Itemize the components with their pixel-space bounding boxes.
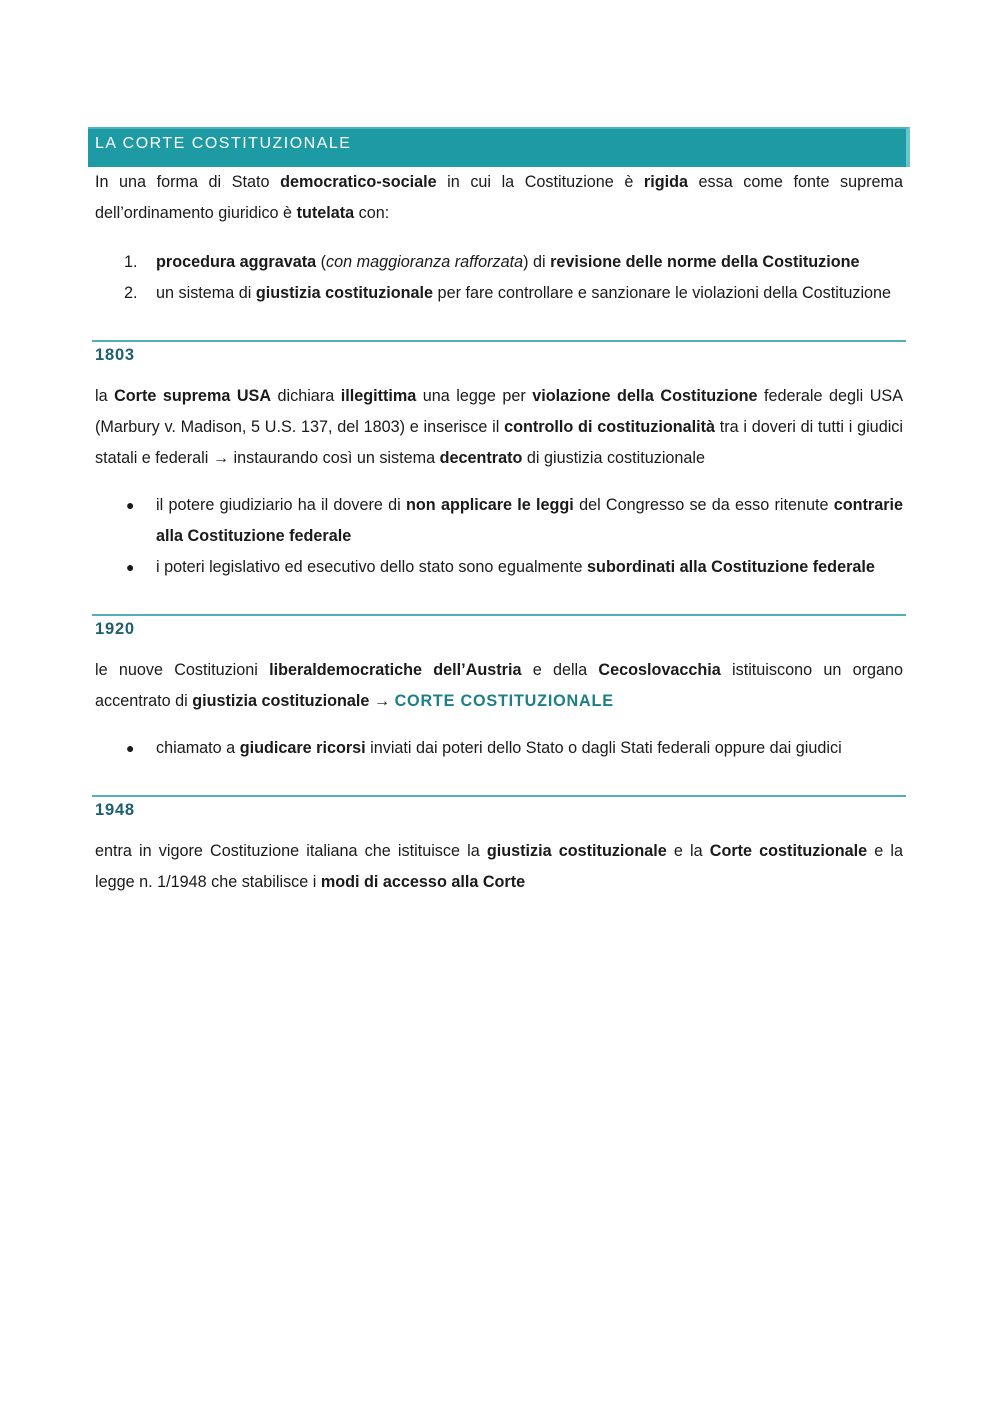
bold-text: Corte suprema USA	[114, 387, 272, 405]
text: una legge per	[416, 387, 533, 405]
text: del Congresso se da esso ritenute	[573, 496, 834, 514]
text: essa come fonte suprema dell’ordinamento giuridico è	[95, 173, 903, 222]
intro-paragraph	[88, 167, 910, 229]
text: e la	[666, 842, 710, 860]
text: →	[369, 692, 395, 710]
text: entra in vigore Costituzione italiana che istituisce la	[95, 842, 487, 860]
bullet-icon: ●	[126, 559, 135, 575]
section-paragraph	[88, 381, 910, 474]
bold-text: giustizia costituzionale	[192, 692, 370, 710]
text: per fare controllare e sanzionare le violazioni della Costituzione	[433, 284, 892, 302]
text: un sistema di	[156, 284, 256, 302]
bold-text: rigida	[643, 173, 688, 191]
text: le nuove Costituzioni	[95, 661, 270, 679]
bold-text: Corte costituzionale	[709, 842, 868, 860]
list-number: 2.	[124, 284, 138, 302]
bold-text: democratico-sociale	[280, 173, 437, 191]
bold-text: subordinati alla Costituzione federale	[587, 558, 875, 576]
list-item	[88, 247, 910, 278]
bold-text: revisione delle norme della Costituzione	[550, 253, 860, 271]
text: e la legge n. 1/1948 che stabilisce i	[95, 842, 903, 891]
page-title: LA CORTE COSTITUZIONALE	[88, 127, 910, 167]
text: in cui la Costituzione è	[436, 173, 644, 191]
text: ) di	[523, 253, 551, 271]
bullet-item	[88, 552, 910, 583]
section-year-heading: 1948	[95, 801, 135, 819]
section-paragraph	[88, 655, 910, 717]
text: chiamato a	[156, 739, 240, 757]
accent-text: CORTE COSTITUZIONALE	[394, 692, 614, 710]
italic-text: con maggioranza rafforzata	[326, 253, 524, 271]
text: (	[316, 253, 327, 271]
bullet-list	[88, 733, 910, 764]
text: In una forma di Stato	[95, 173, 281, 191]
bullet-icon: ●	[126, 740, 135, 756]
section-paragraph	[88, 836, 910, 898]
text: di giustizia costituzionale	[522, 449, 706, 467]
bold-text: giustizia costituzionale	[486, 842, 667, 860]
bold-text: modi di accesso alla Corte	[320, 873, 526, 891]
bullet-item	[88, 733, 910, 764]
text: il potere giudiziario ha il dovere di	[156, 496, 407, 514]
text: e della	[521, 661, 599, 679]
bold-text: procedura aggravata	[156, 253, 317, 271]
text: con:	[354, 204, 390, 222]
text: tra i doveri di tutti i giudici statali e federali → instaurando così un sistema	[95, 418, 903, 467]
bullet-icon: ●	[126, 497, 135, 513]
bold-text: controllo di costituzionalità	[504, 418, 716, 436]
section-year-heading: 1803	[95, 346, 135, 364]
bold-text: tutelata	[296, 204, 355, 222]
text: inviati dai poteri dello Stato o dagli Stati federali oppure dai giudici	[365, 739, 842, 757]
intro-numbered-list	[88, 247, 910, 309]
bold-text: non applicare le leggi	[406, 496, 574, 514]
bold-text: giudicare ricorsi	[239, 739, 366, 757]
bold-text: liberaldemocratiche dell’Austria	[269, 661, 522, 679]
bold-text: violazione della Costituzione	[532, 387, 758, 405]
text: la	[95, 387, 115, 405]
bold-text: giustizia costituzionale	[255, 284, 434, 302]
bullet-list	[88, 490, 910, 583]
bold-text: contrarie alla Costituzione federale	[156, 496, 904, 545]
bold-text: Cecoslovacchia	[598, 661, 721, 679]
bold-text: decentrato	[439, 449, 523, 467]
list-number: 1.	[124, 253, 138, 271]
text: istituiscono un organo accentrato di	[95, 661, 903, 710]
document-page	[88, 127, 910, 898]
bullet-item	[88, 490, 910, 552]
text: i poteri legislativo ed esecutivo dello stato sono egualmente	[156, 558, 588, 576]
list-item	[88, 278, 910, 309]
section-year-heading: 1920	[95, 620, 135, 638]
text: federale degli USA (Marbury v. Madison, 5 U.S. 137, del 1803) e inserisce il	[95, 387, 903, 436]
bold-text: illegittima	[340, 387, 417, 405]
text: dichiara	[271, 387, 341, 405]
